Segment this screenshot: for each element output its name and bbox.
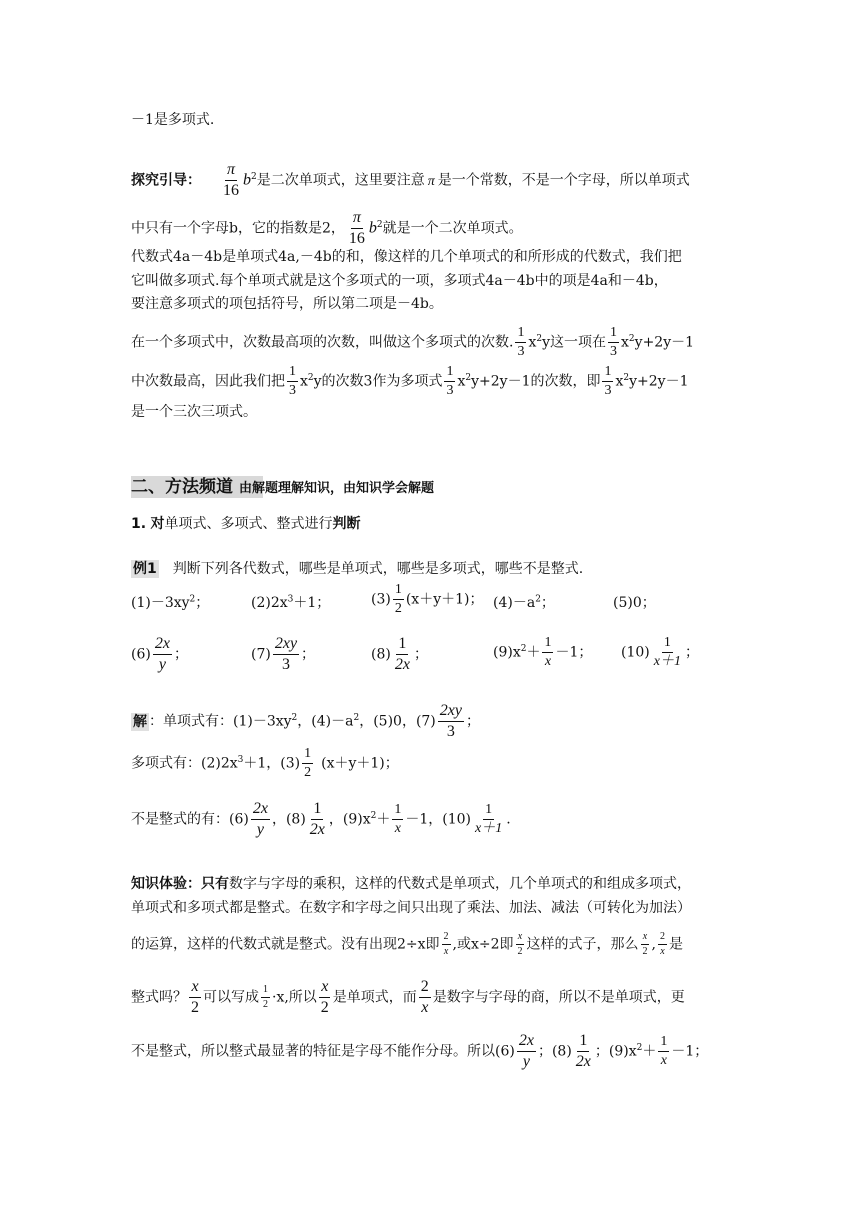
text-line-7: 在一个多项式中，次数最高项的次数，叫做这个多项式的次数. $\frac{1}{3}$ $x^2y$这一项在 $\frac{1}{3}$ $x^2y+2y-1$ [131,325,695,359]
fraction-2-x-small: $\frac{2}{x}$ [659,931,665,957]
text-line-1: －1是多项式. [131,112,215,128]
fraction-1-2-small: $\frac{1}{2}$ [263,984,268,1010]
fraction-1-3: $\frac{1}{3}$ [289,364,296,398]
fraction-1-3: $\frac{1}{3}$ [517,325,525,359]
text-line-6: 要注意多项式的项包括符号，所以第二项是－4b。 [131,296,443,312]
fraction-2xy-3: $\frac{2xy}{3}$ [439,702,462,740]
fraction-2-x-small: $\frac{2}{x}$ [443,931,449,957]
fraction-1-2: $\frac{1}{2}$ [304,746,312,780]
knowledge-line-4: 整式吗？ $\frac{x}{2}$ 可以写成 $\frac{1}{2}$ ·x,所以 $\frac{x}{2}$ 是单项式，而 $\frac{2}{x}$ 是数字与字母的商，所以不是单项式，更 [131,978,685,1016]
fraction-x-2: $\frac{x}{2}$ [320,978,329,1016]
fraction-1-x: $\frac{1}{x}$ [660,1034,668,1068]
explore-line: 探究引导： $\frac{\pi}{16}$ $b^2$是二次单项式，这里要注意 π 是一个常数，不是一个字母，所以单项式 [131,161,690,199]
fraction-x-2: $\frac{x}{2}$ [191,978,199,1016]
fraction-1-2: $\frac{1}{2}$ [394,582,402,616]
fraction-pi-16: $\frac{\pi}{16}$ [223,161,239,199]
section-title: 二、方法频道 [131,477,233,497]
knowledge-line-1: 知识体验：只有数字与字母的乘积，这样的代数式是单项式，几个单项式的和组成多项式， [131,876,691,892]
fraction-pi-16b: $\frac{\pi}{16}$ [348,209,365,247]
explore-heading: 探究引导： [131,172,201,189]
fraction-1-x: $\frac{1}{x}$ [394,802,402,836]
fraction-1-x-plus-1: $\frac{1}{x+1}$ [475,802,503,836]
fraction-1-x-plus-1: $\frac{1}{x+1}$ [653,635,681,669]
text-line-4: 代数式4a－4b是单项式4a,－4b的和，像这样的几个单项式的和所形成的代数式，我们把 [131,249,682,265]
knowledge-line-5: 不是整式，所以整式最显著的特征是字母不能作分母。所以(6) $\frac{2x}{y}$ ；(8) $\frac{1}{2x}$ ；$(9)x^2+$ $\frac{1}{x}$ －1； [131,1032,709,1070]
example-label: 例1 [133,561,157,577]
fraction-x-2-small: $\frac{x}{2}$ [517,931,523,957]
fraction-1-3: $\frac{1}{3}$ [604,364,612,398]
solution-line-2: 多项式有：$(2)2x^3+1$，(3) $\frac{1}{2}$ (x＋y＋1)； [131,746,399,780]
fraction-x-2-small: $\frac{x}{2}$ [642,931,648,957]
fraction-2x-y: $\frac{2x}{y}$ [252,800,268,838]
solution-line-1: 解 ：单项式有：$(1)-3xy^2$，$(4)-a^2$，(5)0，(7) $\frac{2xy}{3}$ ； [133,702,480,740]
fraction-2-x: $\frac{2}{x}$ [420,978,429,1016]
fraction-2x-y: $\frac{2x}{y}$ [154,635,170,673]
text-line-3: 中只有一个字母b，它的指数是2， $\frac{\pi}{16}$ $b^2$就是一个二次单项式。 [131,209,523,247]
fraction-1-3: $\frac{1}{3}$ [446,364,454,398]
fraction-2xy-3: $\frac{2xy}{3}$ [274,635,298,673]
knowledge-line-3: 的运算，这样的代数式就是整式。没有出现2÷x即 $\frac{2}{x}$ ,或x÷2即 $\frac{x}{2}$ 这样的式子，那么 $\frac{x}{2}$ , $\frac{2}{x}$ 是 [131,931,683,957]
section-subtitle: 由解题理解知识，由知识学会解题 [239,481,435,496]
fraction-1-x: $\frac{1}{x}$ [544,635,552,669]
example-line: 例1 判断下列各代数式，哪些是单项式，哪些是多项式，哪些不是整式. [133,561,584,577]
knowledge-heading: 知识体验： [131,876,201,892]
fraction-2x-y: $\frac{2x}{y}$ [518,1032,534,1070]
fraction-1-2x: $\frac{1}{2x}$ [575,1032,591,1070]
section-header [131,477,434,499]
fraction-1-2x: $\frac{1}{2x}$ [309,800,325,838]
text-line-8: 中次数最高，因此我们把 $\frac{1}{3}$ $x^2y$的次数3作为多项式 $\frac{1}{3}$ $x^2y+2y-1$的次数，即 $\frac{1}{3}$ $x^2y+2y-1$ [131,364,689,398]
solution-line-3: 不是整式的有：(6) $\frac{2x}{y}$ ，(8) $\frac{1}{2x}$ ，$(9)x^2+$ $\frac{1}{x}$ －1，(10) $\frac{1}{x+1}$ . [131,800,511,838]
solution-label: 解 [133,713,147,730]
knowledge-line-2: 单项式和多项式都是整式。在数字和字母之间只出现了乘法、加法、减法（可转化为加法） [131,900,691,916]
text-line-9: 是一个三次三项式。 [131,404,257,420]
fraction-1-3: $\frac{1}{3}$ [610,325,618,359]
fraction-1-2x: $\frac{1}{2x}$ [394,635,410,673]
text-line-5: 它叫做多项式.每个单项式就是这个多项式的一项，多项式4a－4b中的项是4a和－4b， [131,273,668,289]
subsection-heading: 1. 对单项式、多项式、整式进行判断 [131,516,361,532]
